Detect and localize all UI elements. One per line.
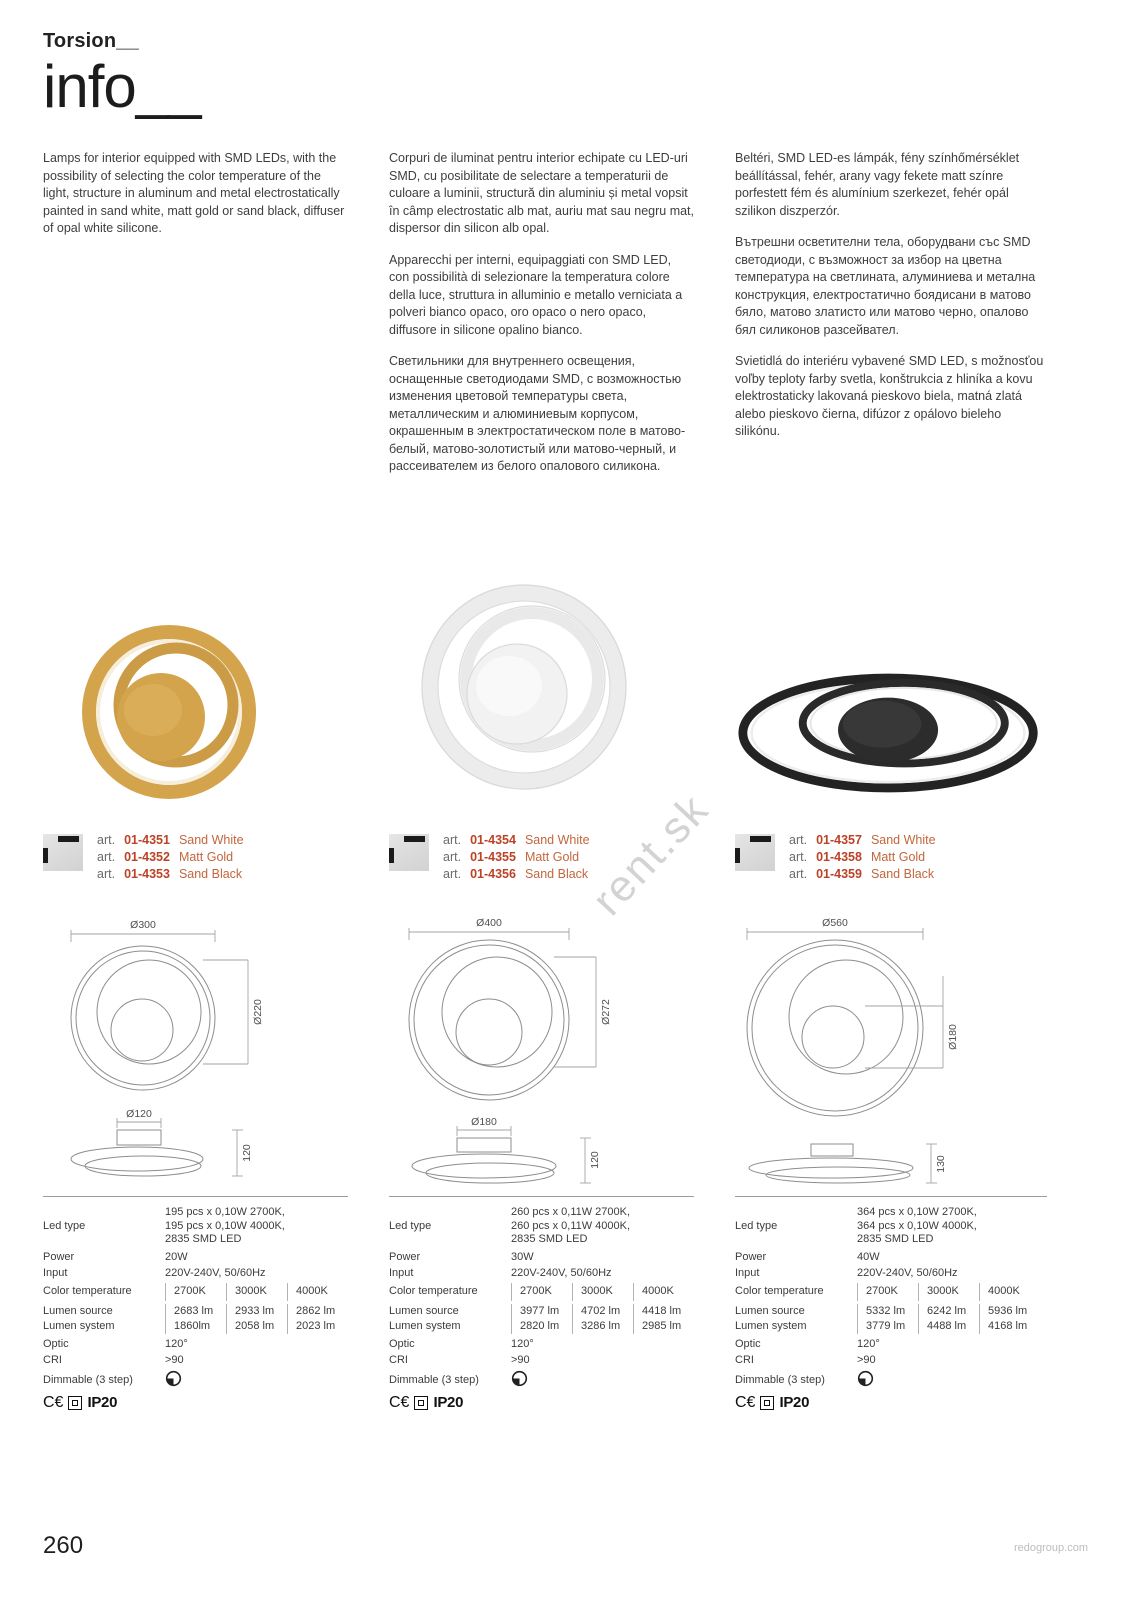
art-code: 01-4355 [470, 850, 516, 864]
description-col-3 [735, 150, 1047, 520]
drawing-product-3 [735, 918, 1047, 1196]
spec-value: 260 pcs x 0,11W 2700K, 260 pcs x 0,11W 4000K, 2835 SMD LED [511, 1206, 631, 1245]
spec-input [389, 1267, 694, 1279]
art-code-row [43, 820, 1088, 912]
spec-cri [735, 1354, 1047, 1366]
double-insulation-icon [68, 1396, 82, 1410]
art-label: art. [443, 833, 462, 847]
spec-label: Power [735, 1250, 767, 1263]
art-line [97, 867, 244, 881]
spec-label: Color temperature [735, 1284, 824, 1297]
spec-led-type [43, 1206, 348, 1247]
art-lines [789, 830, 936, 912]
spec-led-type [389, 1206, 694, 1247]
spec-optic [43, 1338, 348, 1350]
spec-value: 6242 lm [918, 1304, 979, 1319]
art-finish: Sand Black [870, 867, 935, 881]
spec-value: 30W [511, 1250, 534, 1263]
page-number: 260 [43, 1532, 84, 1559]
certifications [389, 1394, 694, 1412]
spec-label: CRI [735, 1353, 754, 1366]
spec-label: Lumen system [389, 1319, 461, 1332]
spec-value: 3000K [226, 1283, 287, 1301]
spec-value: 4000K [633, 1283, 694, 1301]
ce-mark-icon: C€ [735, 1393, 756, 1411]
spec-lumen-source [735, 1304, 1047, 1319]
art-block-3 [735, 830, 1047, 912]
art-line [789, 867, 936, 881]
spec-label: Optic [43, 1337, 69, 1350]
art-finish: Sand White [524, 833, 590, 847]
spec-power [735, 1251, 1047, 1263]
desc-bg: Вътрешни осветителни тела, оборудвани със SMD светодиоди, с възможност за избор на цветна температура на светлината, алуминиева и метална конструкция, електростатично боядисани в матово бяло, матово златисто или матово черно, опалово бял силиконов разсейвател. [735, 235, 1036, 337]
spec-cri [389, 1354, 694, 1366]
art-code: 01-4352 [124, 850, 170, 864]
art-label: art. [443, 867, 462, 881]
spec-label: CRI [43, 1353, 62, 1366]
spec-label: Power [389, 1250, 421, 1263]
spec-lumen-source [389, 1304, 694, 1319]
spec-value: 195 pcs x 0,10W 2700K, 195 pcs x 0,10W 4000K, 2835 SMD LED [165, 1206, 285, 1245]
spec-label: Dimmable (3 step) [735, 1373, 825, 1386]
dim-side-width: Ø180 [471, 1116, 497, 1128]
technical-drawing-row [43, 912, 1088, 1196]
spec-value: 2862 lm [287, 1304, 348, 1319]
spec-label: Optic [389, 1337, 415, 1350]
desc-ro: Corpuri de iluminat pentru interior echipate cu LED-uri SMD, cu posibilitate de selectare a temperaturii de culoare a luminii, structură din aluminiu și metal vopsit în câmp electrostatic alb mat, auriu mat sau negru mat, dispersor din silicon alb opal. [389, 151, 694, 235]
dimmer-icon [511, 1370, 694, 1390]
page-header [43, 30, 1088, 118]
spec-cri [43, 1354, 348, 1366]
spec-label: Dimmable (3 step) [43, 1373, 133, 1386]
spec-label: Lumen source [43, 1304, 113, 1317]
spec-color-temperature [735, 1283, 1047, 1301]
dim-front-width: Ø300 [130, 919, 156, 931]
spec-label: Lumen source [389, 1304, 459, 1317]
spec-value: 2700K [165, 1283, 226, 1301]
spec-label: Lumen system [43, 1319, 115, 1332]
art-label: art. [97, 833, 116, 847]
series-title: Torsion__ [43, 30, 139, 52]
art-line [443, 833, 590, 847]
spec-label: CRI [389, 1353, 408, 1366]
art-lines [97, 830, 244, 912]
spec-value: 220V-240V, 50/60Hz [165, 1266, 266, 1279]
dimmer-icon [165, 1370, 348, 1390]
spec-value: 1860lm [165, 1319, 226, 1334]
desc-ru: Светильники для внутреннего освещения, оснащенные светодиодами SMD, с возможностью изменения цветовой температуры света, металлическим и алюминиевым корпусом, окрашенным в электростатическом поле в матово-белый, матово-золотистый или матово-черный, и рассеивателем из белого опалового силикона. [389, 354, 686, 473]
dim-front-height: Ø272 [600, 999, 612, 1025]
spec-value: 2700K [857, 1283, 918, 1301]
spec-value: 2700K [511, 1283, 572, 1301]
spec-lumen-source [43, 1304, 348, 1319]
double-insulation-icon [760, 1396, 774, 1410]
spec-table-3 [735, 1196, 1047, 1412]
spec-value: 220V-240V, 50/60Hz [511, 1266, 612, 1279]
dimension-drawing [389, 918, 649, 1196]
art-block-2 [389, 830, 694, 912]
dim-front-width: Ø560 [822, 918, 848, 929]
product-photo-gold [43, 520, 348, 820]
art-finish: Matt Gold [178, 850, 234, 864]
art-label: art. [97, 867, 116, 881]
spec-lumen-system [389, 1319, 694, 1334]
spec-label: Input [735, 1266, 760, 1279]
art-finish: Sand Black [178, 867, 243, 881]
spec-value: 3000K [918, 1283, 979, 1301]
spec-dimmable [43, 1370, 348, 1390]
art-finish: Matt Gold [870, 850, 926, 864]
spec-value: 120° [165, 1337, 188, 1350]
ce-mark-icon: C€ [389, 1393, 410, 1411]
spec-value: 364 pcs x 0,10W 2700K, 364 pcs x 0,10W 4000K, 2835 SMD LED [857, 1206, 977, 1245]
certifications [735, 1394, 1047, 1412]
art-code: 01-4351 [124, 833, 170, 847]
ce-mark-icon: C€ [43, 1393, 64, 1411]
spec-lumen-system [43, 1319, 348, 1334]
spec-optic [389, 1338, 694, 1350]
spec-label: Optic [735, 1337, 761, 1350]
spec-label: Color temperature [43, 1284, 132, 1297]
ceiling-mount-icon [389, 834, 429, 871]
double-insulation-icon [414, 1396, 428, 1410]
ip-rating: IP20 [433, 1394, 464, 1411]
dim-front-height: Ø180 [947, 1024, 959, 1050]
description-columns [43, 150, 1088, 520]
spec-value: >90 [857, 1353, 876, 1366]
spec-value: 220V-240V, 50/60Hz [857, 1266, 958, 1279]
art-line [789, 850, 936, 864]
dimension-drawing [43, 918, 303, 1196]
spec-value: 4000K [979, 1283, 1040, 1301]
spec-label: Lumen source [735, 1304, 805, 1317]
spec-value: 4418 lm [633, 1304, 694, 1319]
spec-value: >90 [511, 1353, 530, 1366]
art-code: 01-4359 [816, 867, 862, 881]
ceiling-mount-icon [43, 834, 83, 871]
spec-value: 5936 lm [979, 1304, 1040, 1319]
spec-value: 4000K [287, 1283, 348, 1301]
spec-value: 120° [857, 1337, 880, 1350]
spec-lumen-system [735, 1319, 1047, 1334]
spec-label: Power [43, 1250, 75, 1263]
art-line [97, 850, 244, 864]
spec-led-type [735, 1206, 1047, 1247]
ip-rating: IP20 [779, 1394, 810, 1411]
art-label: art. [443, 850, 462, 864]
spec-color-temperature [389, 1283, 694, 1301]
spec-table-row [43, 1196, 1088, 1412]
spec-dimmable [735, 1370, 1047, 1390]
art-lines [443, 830, 590, 912]
spec-value: 4702 lm [572, 1304, 633, 1319]
spec-value: 2058 lm [226, 1319, 287, 1334]
certifications [43, 1394, 348, 1412]
desc-hu: Beltéri, SMD LED-es lámpák, fény színhőmérséklet beállítással, fehér, arany vagy fekete matt színre porfestett fém és alumínium szerkezet, fehér opál szilikon diszperzór. [735, 151, 1020, 218]
spec-power [43, 1251, 348, 1263]
art-finish: Matt Gold [524, 850, 580, 864]
art-code: 01-4357 [816, 833, 862, 847]
art-line [97, 833, 244, 847]
black-lamp-image [735, 645, 1047, 820]
spec-table-2 [389, 1196, 694, 1412]
art-code: 01-4358 [816, 850, 862, 864]
spec-value: >90 [165, 1353, 184, 1366]
art-finish: Sand White [178, 833, 244, 847]
spec-value: 3000K [572, 1283, 633, 1301]
spec-label: Lumen system [735, 1319, 807, 1332]
art-finish: Sand Black [524, 867, 589, 881]
art-finish: Sand White [870, 833, 936, 847]
spec-power [389, 1251, 694, 1263]
spec-value: 2023 lm [287, 1319, 348, 1334]
spec-value: 3286 lm [572, 1319, 633, 1334]
spec-label: Dimmable (3 step) [389, 1373, 479, 1386]
spec-value: 3977 lm [511, 1304, 572, 1319]
spec-label: Led type [389, 1220, 432, 1233]
spec-color-temperature [43, 1283, 348, 1301]
description-col-1 [43, 150, 348, 520]
art-code: 01-4356 [470, 867, 516, 881]
dimmer-icon [857, 1370, 1047, 1390]
spec-label: Input [43, 1266, 68, 1279]
spec-value: 3779 lm [857, 1319, 918, 1334]
drawing-product-2 [389, 918, 694, 1196]
ip-rating: IP20 [87, 1394, 118, 1411]
spec-input [735, 1267, 1047, 1279]
spec-table-1 [43, 1196, 348, 1412]
spec-value: 40W [857, 1250, 880, 1263]
spec-dimmable [389, 1370, 694, 1390]
desc-en: Lamps for interior equipped with SMD LEDs, with the possibility of selecting the color temperature of the light, structure in aluminum and metal electrostatically painted in sand white, matt gold or sand black, diffuser of opal white silicone. [43, 151, 345, 235]
page-title: info__ [43, 53, 201, 120]
art-label: art. [789, 850, 808, 864]
spec-label: Led type [43, 1220, 86, 1233]
art-label: art. [97, 850, 116, 864]
white-lamp-image [389, 562, 671, 820]
spec-value: 120° [511, 1337, 534, 1350]
description-col-2 [389, 150, 694, 520]
product-photo-black [735, 520, 1047, 820]
spec-optic [735, 1338, 1047, 1350]
art-line [443, 867, 590, 881]
art-label: art. [789, 867, 808, 881]
spec-value: 5332 lm [857, 1304, 918, 1319]
watermark-text: rent.sk [582, 784, 719, 925]
ceiling-mount-icon [735, 834, 775, 871]
spec-value: 2933 lm [226, 1304, 287, 1319]
spec-label: Input [389, 1266, 414, 1279]
art-line [443, 850, 590, 864]
dimension-drawing [735, 918, 995, 1196]
art-label: art. [789, 833, 808, 847]
drawing-product-1 [43, 918, 348, 1196]
spec-value: 2683 lm [165, 1304, 226, 1319]
website-url: redogroup.com [1014, 1542, 1088, 1554]
spec-input [43, 1267, 348, 1279]
spec-value: 4488 lm [918, 1319, 979, 1334]
spec-value: 2985 lm [633, 1319, 694, 1334]
dim-side-height: 120 [241, 1144, 253, 1162]
art-code: 01-4353 [124, 867, 170, 881]
spec-label: Led type [735, 1220, 778, 1233]
gold-lamp-image [43, 602, 305, 820]
spec-label: Color temperature [389, 1284, 478, 1297]
art-line [789, 833, 936, 847]
spec-value: 4168 lm [979, 1319, 1040, 1334]
desc-it: Apparecchi per interni, equipaggiati con SMD LED, con possibilità di selezionare la temperatura colore della luce, struttura in alluminio e metallo verniciata a polveri bianco opaco, oro opaco o nero opaco, diffusore in silicone opalino bianco. [389, 252, 683, 337]
dim-side-height: 120 [589, 1151, 601, 1169]
dim-front-height: Ø220 [252, 999, 264, 1025]
dim-side-width: Ø120 [126, 1108, 152, 1120]
art-block-1 [43, 830, 348, 912]
dim-front-width: Ø400 [476, 918, 502, 929]
art-code: 01-4354 [470, 833, 516, 847]
dim-side-height: 130 [935, 1155, 947, 1173]
desc-sk: Svietidlá do interiéru vybavené SMD LED, s možnosťou voľby teploty farby svetla, konštrukcia z hliníka a kovu elektrostaticky lakovaná pieskovo biela, matná zlatá alebo pieskovo čierna, difúzor z opálovo bieleho silikónu. [735, 354, 1044, 438]
spec-value: 20W [165, 1250, 188, 1263]
spec-value: 2820 lm [511, 1319, 572, 1334]
